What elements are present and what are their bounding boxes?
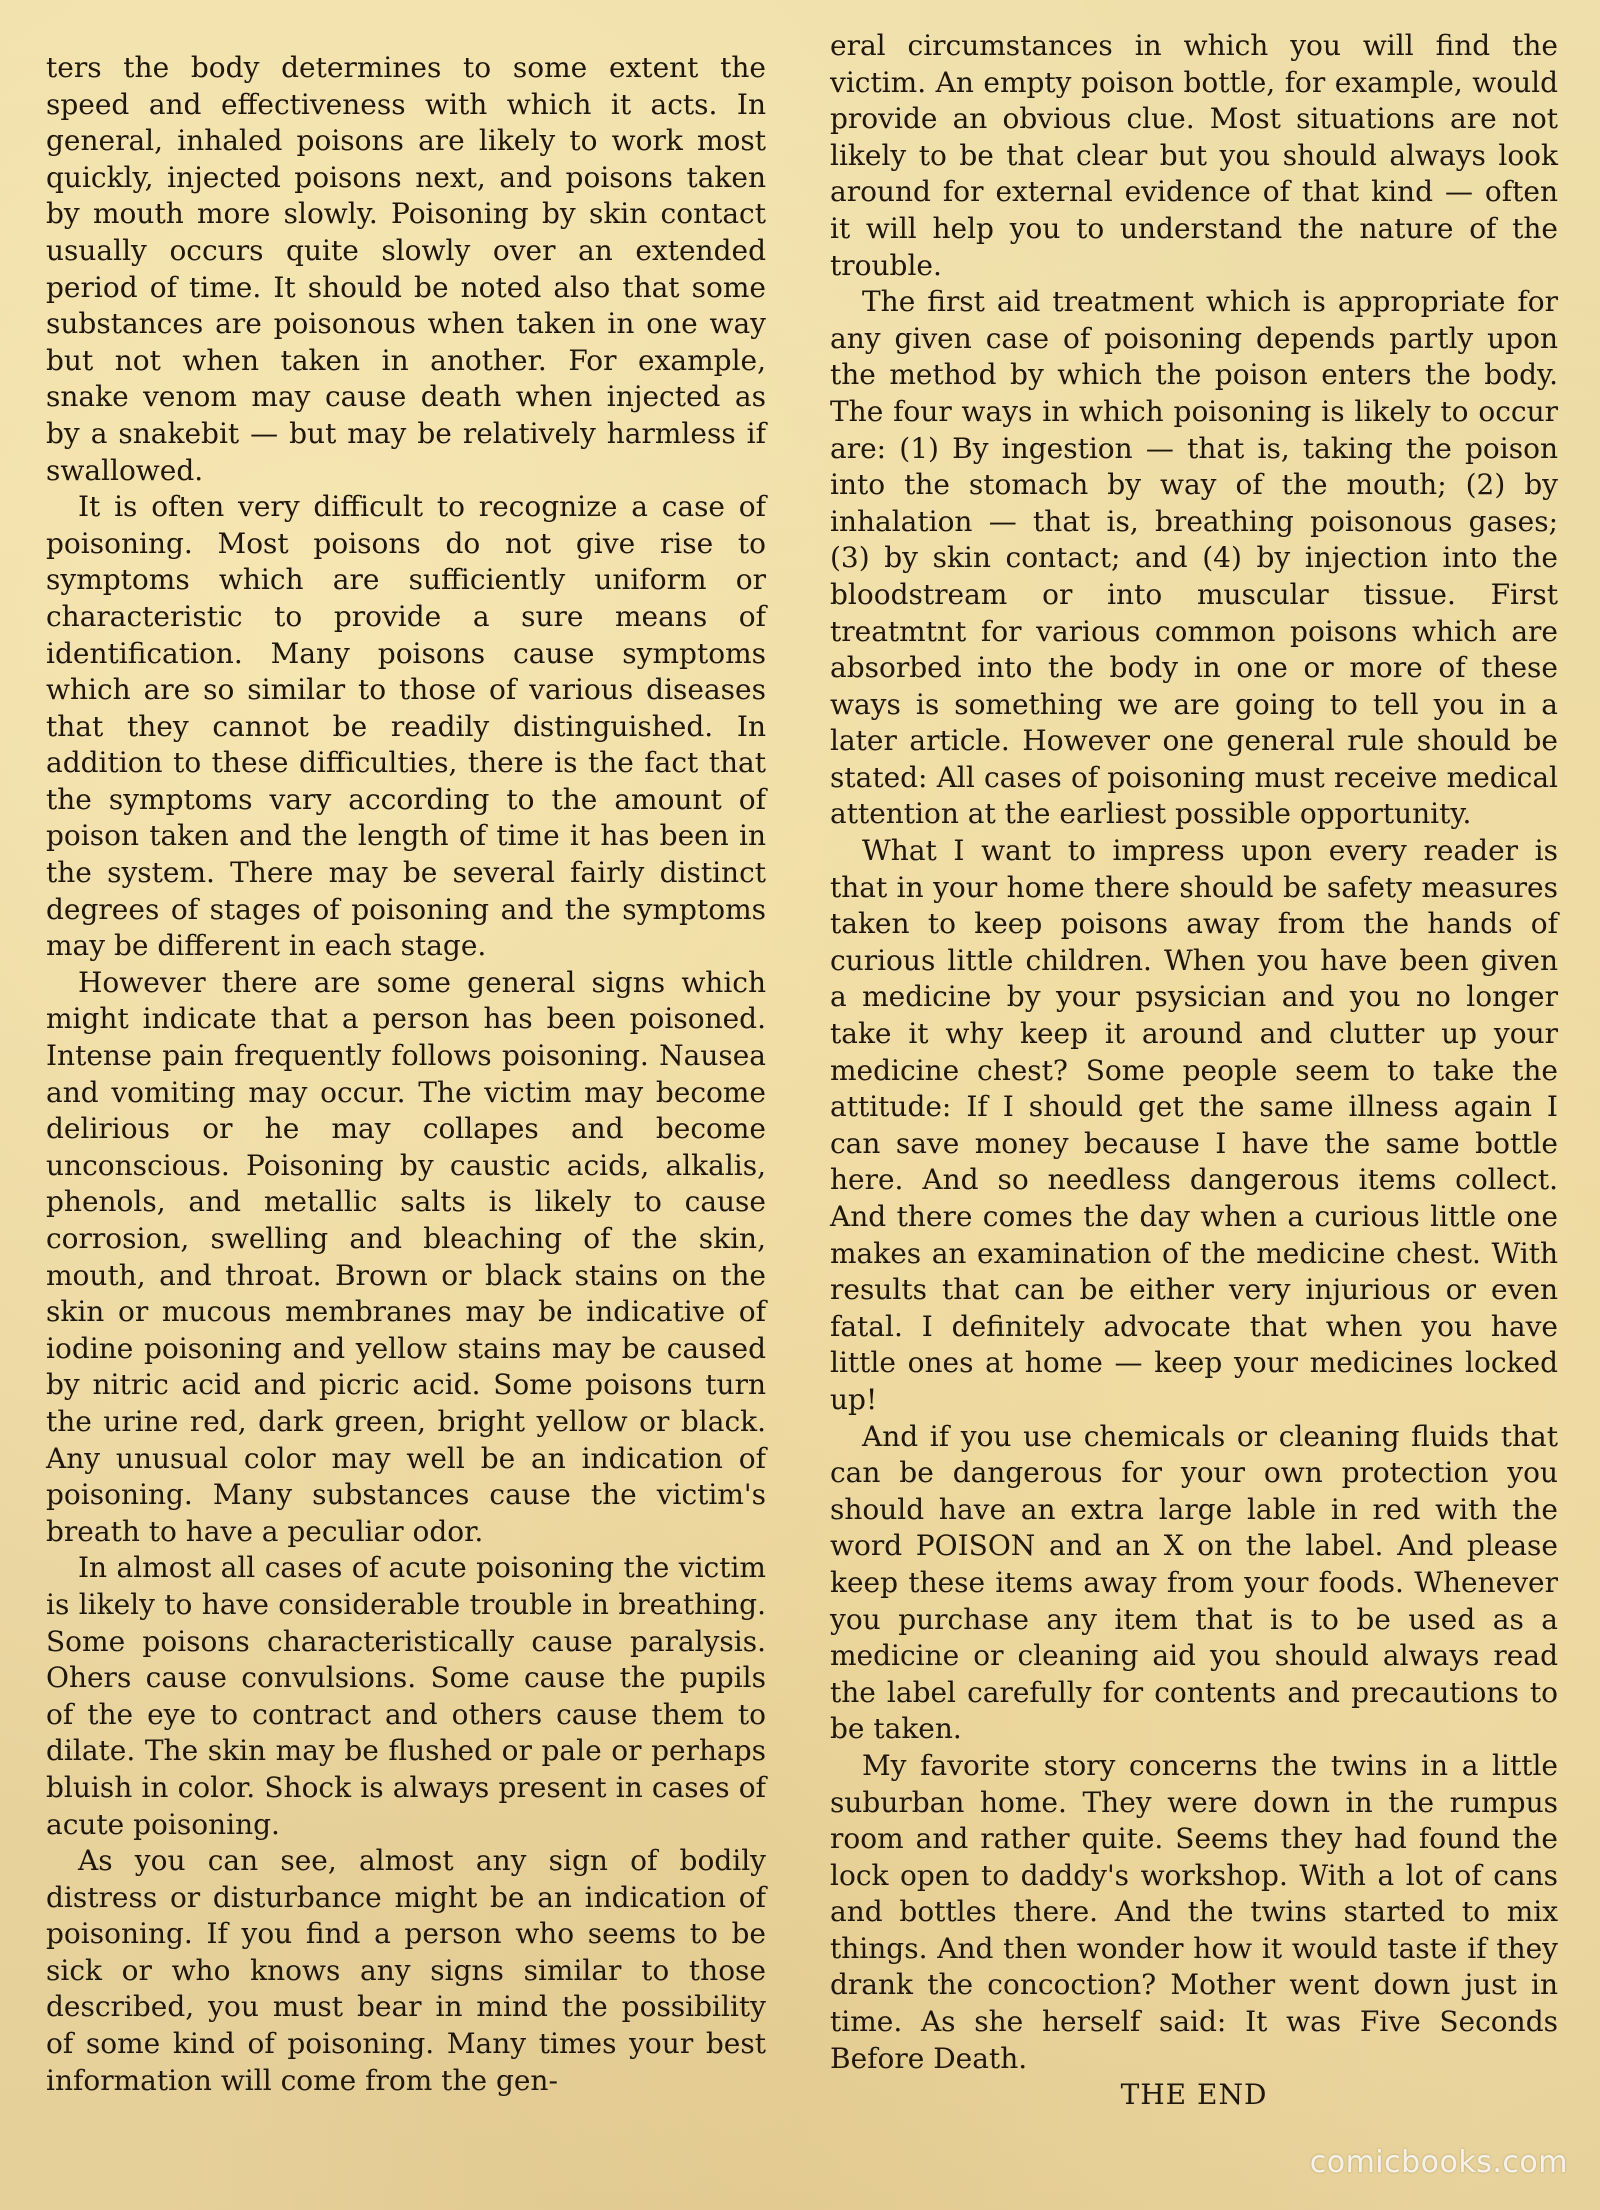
paragraph: My favorite story concerns the twins in a little suburban home. They were down in the rumpus room and rather quite. Seems they had found the lock open to daddy's workshop. With a lot of cans and bottles there. And the twins started to mix things. And then wonder how it would taste if they drank the concoction? Mother went down just in time. As she herself said: It was Five Seconds Before Death. <box>830 1748 1558 2075</box>
right-column <box>830 28 1558 2114</box>
paragraph: The first aid treatment which is appropriate for any given case of poisoning depends partly upon the method by which the poison enters the body. The four ways in which poisoning is likely to occur are: (1) By ingestion — that is, taking the poison into the stomach by way of the mouth; (2) by inhalation — that is, breathing poisonous gases; (3) by skin contact; and (4) by injection into the bloodstream or into muscular tissue. First treatmtnt for various common poisons which are absorbed into the body in one or more of these ways is something we are going to tell you in a later article. However one general rule should be stated: All cases of poisoning must receive medical attention at the earliest possible opportunity. <box>830 285 1558 831</box>
left-column <box>46 50 766 2099</box>
paragraph: What I want to impress upon every reader is that in your home there should be safety measures taken to keep poisons away from the hands of curious little children. When you have been given a medicine by your psysician and you no longer take it why keep it around and clutter up your medicine chest? Some people seem to take the attitude: If I should get the same illness again I can save money because I have the same bottle here. And so needless dangerous items collect. And there comes the day when a curious little one makes an examination of the medicine chest. With results that can be either very injurious or even fatal. I definitely advocate that when you have little ones at home — keep your medicines locked up! <box>830 834 1558 1416</box>
paragraph: eral circumstances in which you will find the victim. An empty poison bottle, for example, would provide an obvious clue. Most situations are not likely to be that clear but you should always look around for external evidence of that kind — often it will help you to understand the nature of the trouble. <box>830 29 1558 282</box>
the-end-label: THE END <box>1120 2078 1268 2112</box>
watermark: comicbooks.com <box>1309 2145 1568 2180</box>
paragraph: And if you use chemicals or cleaning fluids that can be dangerous for your own protection you should have an extra large lable in red with the word POISON and an X on the label. And please keep these items away from your foods. Whenever you purchase any item that is to be used as a medicine or cleaning aid you should always read the label carefully for contents and precautions to be taken. <box>830 1419 1558 1746</box>
paragraph: As you can see, almost any sign of bodily distress or disturbance might be an indication of poisoning. If you find a person who seems to be sick or who knows any signs similar to those described, you must bear in mind the possibility of some kind of poisoning. Many times your best information will come from the gen- <box>46 1844 766 2097</box>
paragraph: ters the body determines to some extent the speed and effectiveness with which it acts. In general, inhaled poisons are likely to work most quickly, injected poisons next, and poisons taken by mouth more slowly. Poisoning by skin contact usually occurs quite slowly over an extended period of time. It should be noted also that some substances are poisonous when taken in one way but not when taken in another. For example, snake venom may cause death when injected as by a snakebit — but may be relatively harmless if swallowed. <box>46 51 766 487</box>
paragraph: In almost all cases of acute poisoning the victim is likely to have considerable trouble in breathing. Some poisons characteristically cause paralysis. Ohers cause convulsions. Some cause the pupils of the eye to contract and others cause them to dilate. The skin may be flushed or pale or perhaps bluish in color. Shock is always present in cases of acute poisoning. <box>46 1551 766 1841</box>
paragraph: It is often very difficult to recognize a case of poisoning. Most poisons do not give rise to symptoms which are sufficiently uniform or characteristic to provide a sure means of identification. Many poisons cause symptoms which are so similar to those of various diseases that they cannot be readily distinguished. In addition to these difficulties, there is the fact that the symptoms vary according to the amount of poison taken and the length of time it has been in the system. There may be several fairly distinct degrees of stages of poisoning and the symptoms may be different in each stage. <box>46 490 766 963</box>
paragraph: However there are some general signs which might indicate that a person has been poisoned. Intense pain frequently follows poisoning. Nausea and vomiting may occur. The victim may become delirious or he may collapes and become unconscious. Poisoning by caustic acids, alkalis, phenols, and metallic salts is likely to cause corrosion, swelling and bleaching of the skin, mouth, and throat. Brown or black stains on the skin or mucous membranes may be indicative of iodine poisoning and yellow stains may be caused by nitric acid and picric acid. Some poisons turn the urine red, dark green, bright yellow or black. Any unusual color may well be an indication of poisoning. Many substances cause the victim's breath to have a peculiar odor. <box>46 965 766 1548</box>
